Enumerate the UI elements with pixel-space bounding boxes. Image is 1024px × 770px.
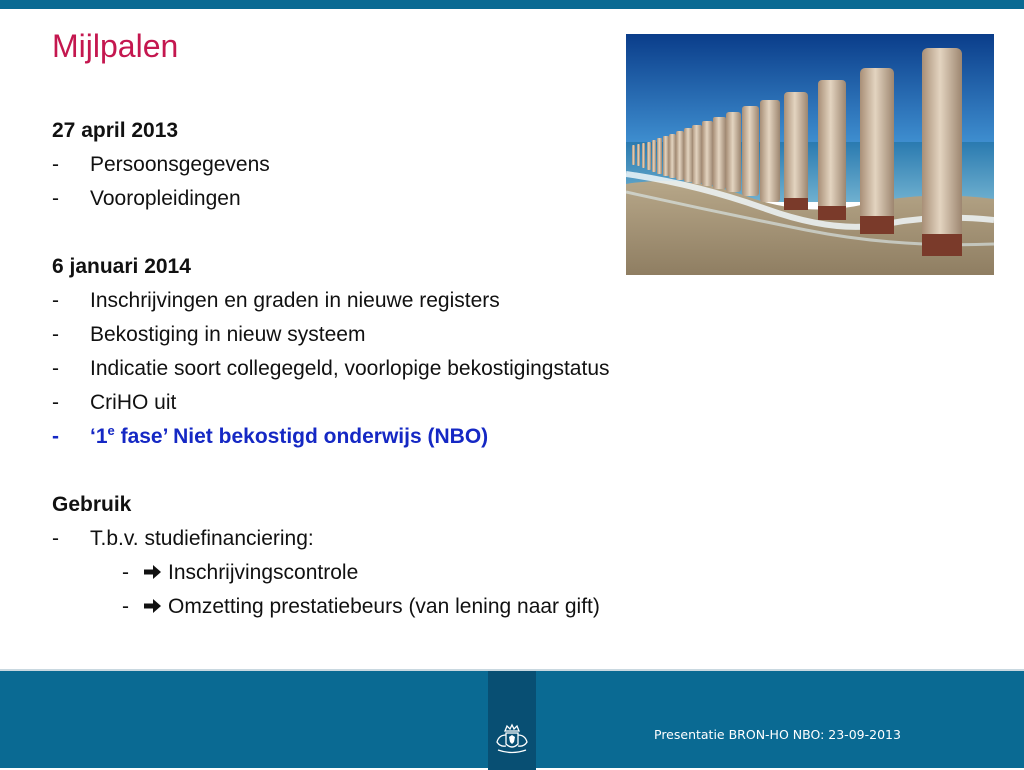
section-heading-april-2013: 27 april 2013	[52, 119, 179, 142]
bullet-dash: -	[122, 595, 129, 618]
list-item	[52, 522, 772, 556]
list-item-nbo-highlight	[52, 420, 772, 454]
bullet-dash: -	[52, 357, 59, 380]
spacer	[52, 454, 772, 488]
bullet-dash: -	[122, 561, 129, 584]
nbo-superscript: e	[107, 423, 115, 438]
bullet-dash: -	[52, 289, 59, 312]
list-item-text: Bekostiging in nieuw systeem	[90, 323, 366, 346]
list-item-text: Inschrijvingen en graden in nieuwe registers	[90, 289, 500, 312]
section-heading-januari-2014: 6 januari 2014	[52, 255, 191, 278]
arrow-right-icon	[144, 590, 162, 624]
list-item-text: CriHO uit	[90, 391, 177, 414]
sub-list-item	[52, 590, 772, 624]
slide-title: Mijlpalen	[52, 28, 179, 64]
section-heading-gebruik: Gebruik	[52, 493, 132, 516]
sub-list-item-text: Omzetting prestatiebeurs (van lening naar gift)	[168, 595, 600, 618]
list-item	[52, 352, 772, 386]
sub-list-item-text: Inschrijvingscontrole	[168, 561, 359, 584]
list-item-text: Vooropleidingen	[90, 187, 241, 210]
footer-text: Presentatie BRON-HO NBO: 23-09-2013	[654, 727, 901, 742]
bullet-dash: -	[52, 391, 59, 414]
list-item	[52, 386, 772, 420]
arrow-right-icon	[144, 556, 162, 590]
list-item	[52, 318, 772, 352]
coat-of-arms-icon	[492, 723, 532, 757]
sub-list-item	[52, 556, 772, 590]
beach-poles-photo	[626, 34, 994, 275]
list-item	[52, 284, 772, 318]
list-item-text: Indicatie soort collegegeld, voorlopige bekostigingstatus	[90, 357, 610, 380]
list-item-text: T.b.v. studiefinanciering:	[90, 527, 314, 550]
bullet-dash: -	[52, 323, 59, 346]
bullet-dash: -	[52, 425, 59, 448]
top-accent-bar	[0, 0, 1024, 9]
logo-band	[488, 671, 536, 770]
bullet-dash: -	[52, 187, 59, 210]
bullet-dash: -	[52, 153, 59, 176]
nbo-prefix: ‘1	[90, 425, 108, 448]
bullet-dash: -	[52, 527, 59, 550]
list-item-text: Persoonsgegevens	[90, 153, 270, 176]
nbo-suffix: fase’ Niet bekostigd onderwijs (NBO)	[114, 425, 489, 448]
nbo-text	[90, 420, 488, 454]
footer-bar	[0, 669, 1024, 768]
